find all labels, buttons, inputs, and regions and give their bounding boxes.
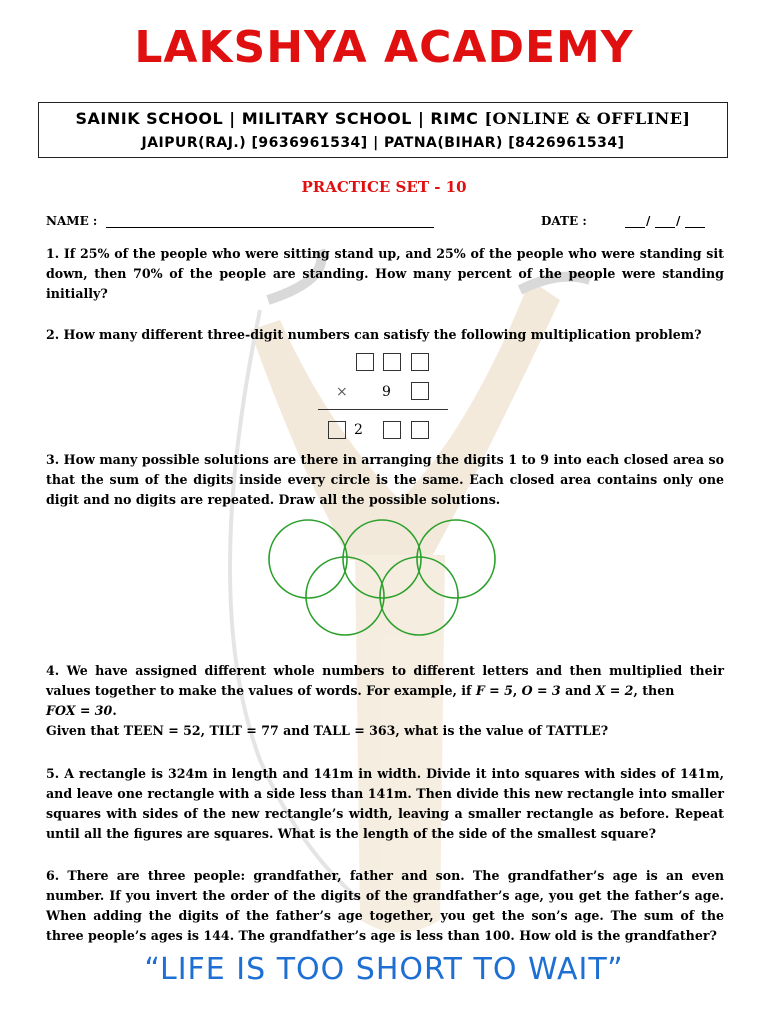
product-line <box>318 409 448 410</box>
academy-title: LAKSHYA ACADEMY <box>134 22 634 73</box>
q4-eq-o: O = 3 <box>521 683 561 698</box>
q4-line2: Given that TEEN = 52, TILT = 77 and TALL = 363, what is the value of TATTLE? <box>46 723 609 738</box>
question-6: 6. There are three people: grandfather, father and son. The grandfather’s age is an even number. If you invert the order of the digits of the grandfather’s age, you get the father’s age. When adding the digits of the father’s age together, you get the son’s age. The sum of the three people’s ages is 144. The grandfather’s age is less than 100. How old is the grandfather? <box>46 868 724 943</box>
result-digit: 2 <box>354 422 363 438</box>
digit-box <box>383 353 401 371</box>
question-5: 5. A rectangle is 324m in length and 141m in width. Divide it into squares with sides of 141m, and leave one rectangle with a side less than 141m. Then divide this new rectangle into smaller squares with sides of the new rectangle’s width, leaving a smaller rectangle as before. Repeat until all the figures are squares. What is the length of the side of the smallest square? <box>46 766 724 841</box>
digit-box <box>411 382 429 400</box>
q4-period: . <box>112 703 117 718</box>
date-month-blank <box>655 227 675 228</box>
school-types-text: SAINIK SCHOOL | MILITARY SCHOOL | RIMC <box>75 109 485 128</box>
digit-box <box>411 421 429 439</box>
school-info-box <box>38 102 728 158</box>
five-rings-figure <box>262 512 502 640</box>
question-4 <box>46 661 724 741</box>
date-label: DATE : <box>541 214 587 228</box>
digit-box <box>383 421 401 439</box>
question-2: 2. How many different three-digit numbers can satisfy the following multiplication problem? <box>46 327 702 342</box>
digit-box <box>411 353 429 371</box>
multiplier-digit: 9 <box>382 384 391 400</box>
mode-text: [ONLINE & OFFLINE] <box>484 109 691 128</box>
date-separator: / <box>676 214 681 228</box>
date-separator: / <box>646 214 651 228</box>
name-blank <box>106 227 434 228</box>
question-1: 1. If 25% of the people who were sitting stand up, and 25% of the people who were standing sit down, then 70% of the people are standing. How many percent of the people were standing initially? <box>46 246 724 301</box>
q4-and: and <box>560 683 596 698</box>
q4-eq-x: X = 2 <box>595 683 634 698</box>
q4-eq-f: F = 5 <box>475 683 513 698</box>
q4-eq-fox: FOX = 30 <box>46 703 113 718</box>
q4-then: , then <box>633 683 675 698</box>
digit-box <box>328 421 346 439</box>
motto: “LIFE IS TOO SHORT TO WAIT” <box>144 952 624 987</box>
q4-separator: , <box>512 683 522 698</box>
school-types-line <box>39 109 727 128</box>
date-day-blank <box>625 227 645 228</box>
date-year-blank <box>685 227 705 228</box>
q4-intro: 4. We have assigned different whole numbers to different letters and then multiplied their values together to make the values of words. For example, if <box>46 663 724 698</box>
question-3: 3. How many possible solutions are there in arranging the digits 1 to 9 into each closed area so that the sum of the digits inside every circle is the same. Each closed area contains only one digit and no digits are repeated. Draw all the possible solutions. <box>46 452 724 507</box>
contact-line: JAIPUR(RAJ.) [9636961534] | PATNA(BIHAR) [8426961534] <box>141 135 625 151</box>
practice-set-title: PRACTICE SET - 10 <box>301 178 467 196</box>
name-label: NAME : <box>46 214 98 228</box>
digit-box <box>356 353 374 371</box>
times-sign: × <box>336 384 348 400</box>
